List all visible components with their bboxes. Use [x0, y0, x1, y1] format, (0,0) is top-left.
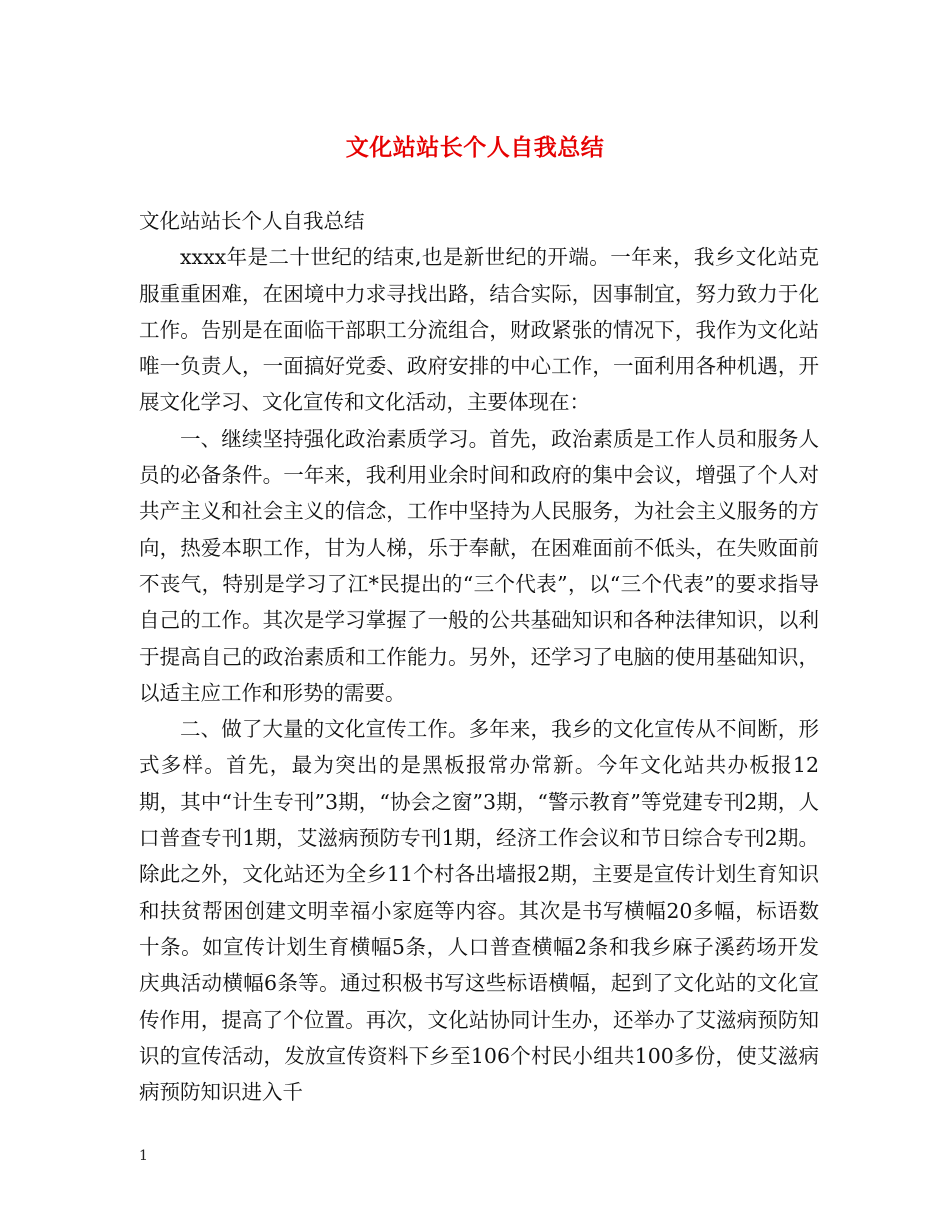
page-number: 1	[139, 1148, 148, 1164]
document-title: 文化站站长个人自我总结	[345, 134, 605, 161]
paragraph-intro: xxxx年是二十世纪的结束,也是新世纪的开端。一年来，我乡文化站克服重重困难，在困境中力求寻找出路，结合实际，因事制宜，努力致力于化工作。告别是在面临干部职工分流组合，财政紧张的情况下，我作为文化站唯一负责人，一面搞好党委、政府安排的中心工作，一面利用各种机遇，开展文化学习、文化宣传和文化活动，主要体现在：	[139, 245, 819, 415]
document-body	[139, 203, 819, 1110]
paragraph-cultural-publicity: 二、做了大量的文化宣传工作。多年来，我乡的文化宣传从不间断，形式多样。首先，最为突出的是黑板报常办常新。今年文化站共办板报12期，其中“计生专刊”3期，“协会之窗”3期，“警示教育”等党建专刊2期，人口普查专刊1期，艾滋病预防专刊1期，经济工作会议和节日综合专刊2期。除此之外，文化站还为全乡11个村各出墙报2期，主要是宣传计划生育知识和扶贫帮困创建文明幸福小家庭等内容。其次是书写横幅20多幅，标语数十条。如宣传计划生育横幅5条，人口普查横幅2条和我乡麻子溪药场开发庆典活动横幅6条等。通过积极书写这些标语横幅，起到了文化站的文化宣传作用，提高了个位置。再次，文化站协同计生办，还举办了艾滋病预防知识的宣传活动，发放宣传资料下乡至106个村民小组共100多份，使艾滋病病预防知识进入千	[139, 717, 819, 1105]
paragraph-political-study: 一、继续坚持强化政治素质学习。首先，政治素质是工作人员和服务人员的必备条件。一年来，我利用业余时间和政府的集中会议，增强了个人对共产主义和社会主义的信念，工作中坚持为人民服务，为社会主义服务的方向，热爱本职工作，甘为人梯，乐于奉献，在困难面前不低头，在失败面前不丧气，特别是学习了江*民提出的“三个代表”，以“三个代表”的要求指导自己的工作。其次是学习掌握了一般的公共基础知识和各种法律知识，以利于提高自己的政治素质和工作能力。另外，还学习了电脑的使用基础知识，以适主应工作和形势的需要。	[139, 426, 819, 705]
document-subtitle: 文化站站长个人自我总结	[139, 209, 365, 233]
